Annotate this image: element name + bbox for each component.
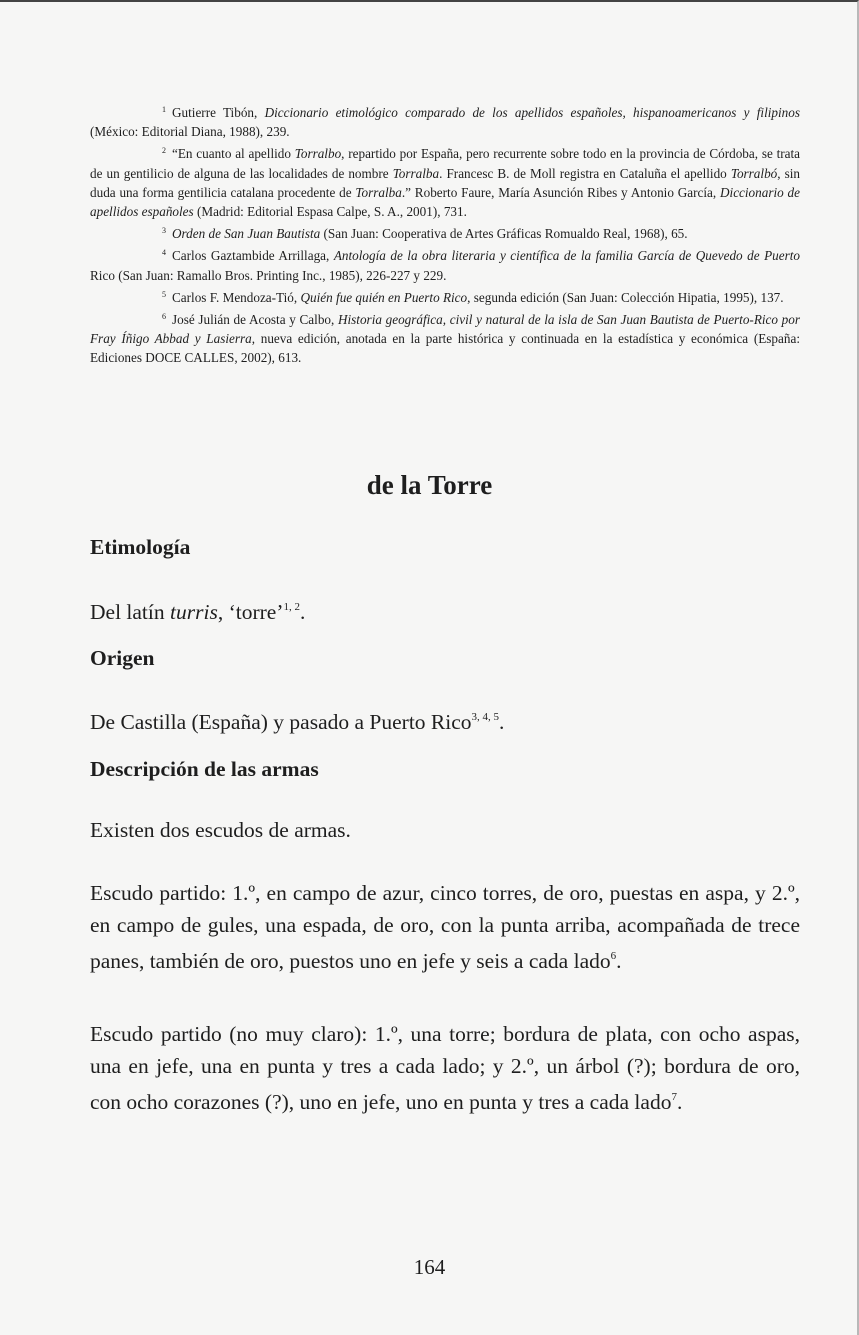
descripcion-intro: Existen dos escudos de armas.	[90, 818, 351, 842]
footnotes-section	[90, 100, 800, 368]
footnote-2: $^2$ “En cuanto al apellido Torralbo, repartido por España, pero recurrente sobre todo en la provincia de Córdoba, se trata de un gentilicio de alguna de las localidades de nombre Torralba. Francesc B. de Moll registra en Cataluña el apellido Torralbó, sin duda una forma gentilicia catalana procedente de Torralba.” Roberto Faure, María Asunción Ribes y Antonio García, Diccionario de apellidos españoles (Madrid: Editorial Espasa Calpe, S. A., 2001), 731.	[90, 146, 801, 220]
escudo-2-text: Escudo partido (no muy claro): 1.º, una torre; bordura de plata, con ocho aspas, una en jefe, una en punta y tres a cada lado; y 2.º, un árbol (?); bordura de oro, con ocho corazones (?), uno en jefe, uno en punta y tres a cada lado$^7$.	[90, 1022, 800, 1114]
heading-origen: Origen	[90, 646, 155, 670]
entry-title: de la Torre	[366, 470, 493, 500]
heading-etimologia: Etimología	[90, 535, 191, 559]
footnote-5: $^5$ Carlos F. Mendoza-Tió, Quién fue quién en Puerto Rico, segunda edición (San Juan: Colección Hipatia, 1995), 137.	[162, 289, 784, 305]
page-number: 164	[413, 1255, 446, 1279]
footnote-1: $^1$ Gutierre Tibón, Diccionario etimológico comparado de los apellidos españoles, hispanoamericanos y filipinos (México: Editorial Diana, 1988), 239.	[90, 105, 800, 140]
origen-text: De Castilla (España) y pasado a Puerto Rico$^{3, 4, 5}$.	[90, 710, 505, 734]
etimologia-text: Del latín turris, ‘torre’$^{1, 2}$.	[90, 600, 306, 624]
footnote-6: $^6$ José Julián de Acosta y Calbo, Historia geográfica, civil y natural de la isla de San Juan Bautista de Puerto-Rico por Fray Íñigo Abbad y Lasierra, nueva edición, anotada en la parte histórica y continuada en la estadística y económica (España: Ediciones DOCE CALLES, 2002), 613.	[90, 312, 800, 366]
footnote-4: $^4$ Carlos Gaztambide Arrillaga, Antología de la obra literaria y científica de la familia García de Quevedo de Puerto Rico (San Juan: Ramallo Bros. Printing Inc., 1985), 226-227 y 229.	[90, 248, 800, 283]
heading-descripcion: Descripción de las armas	[90, 757, 319, 781]
footnote-3: $^3$ Orden de San Juan Bautista (San Juan: Cooperativa de Artes Gráficas Romualdo Real, 1968), 65.	[162, 226, 688, 242]
escudo-1-text: Escudo partido: 1.º, en campo de azur, cinco torres, de oro, puestas en aspa, y 2.º, en campo de gules, una espada, de oro, con la punta arriba, acompañada de trece panes, también de oro, puestos uno en jefe y seis a cada lado$^6$.	[90, 881, 800, 973]
